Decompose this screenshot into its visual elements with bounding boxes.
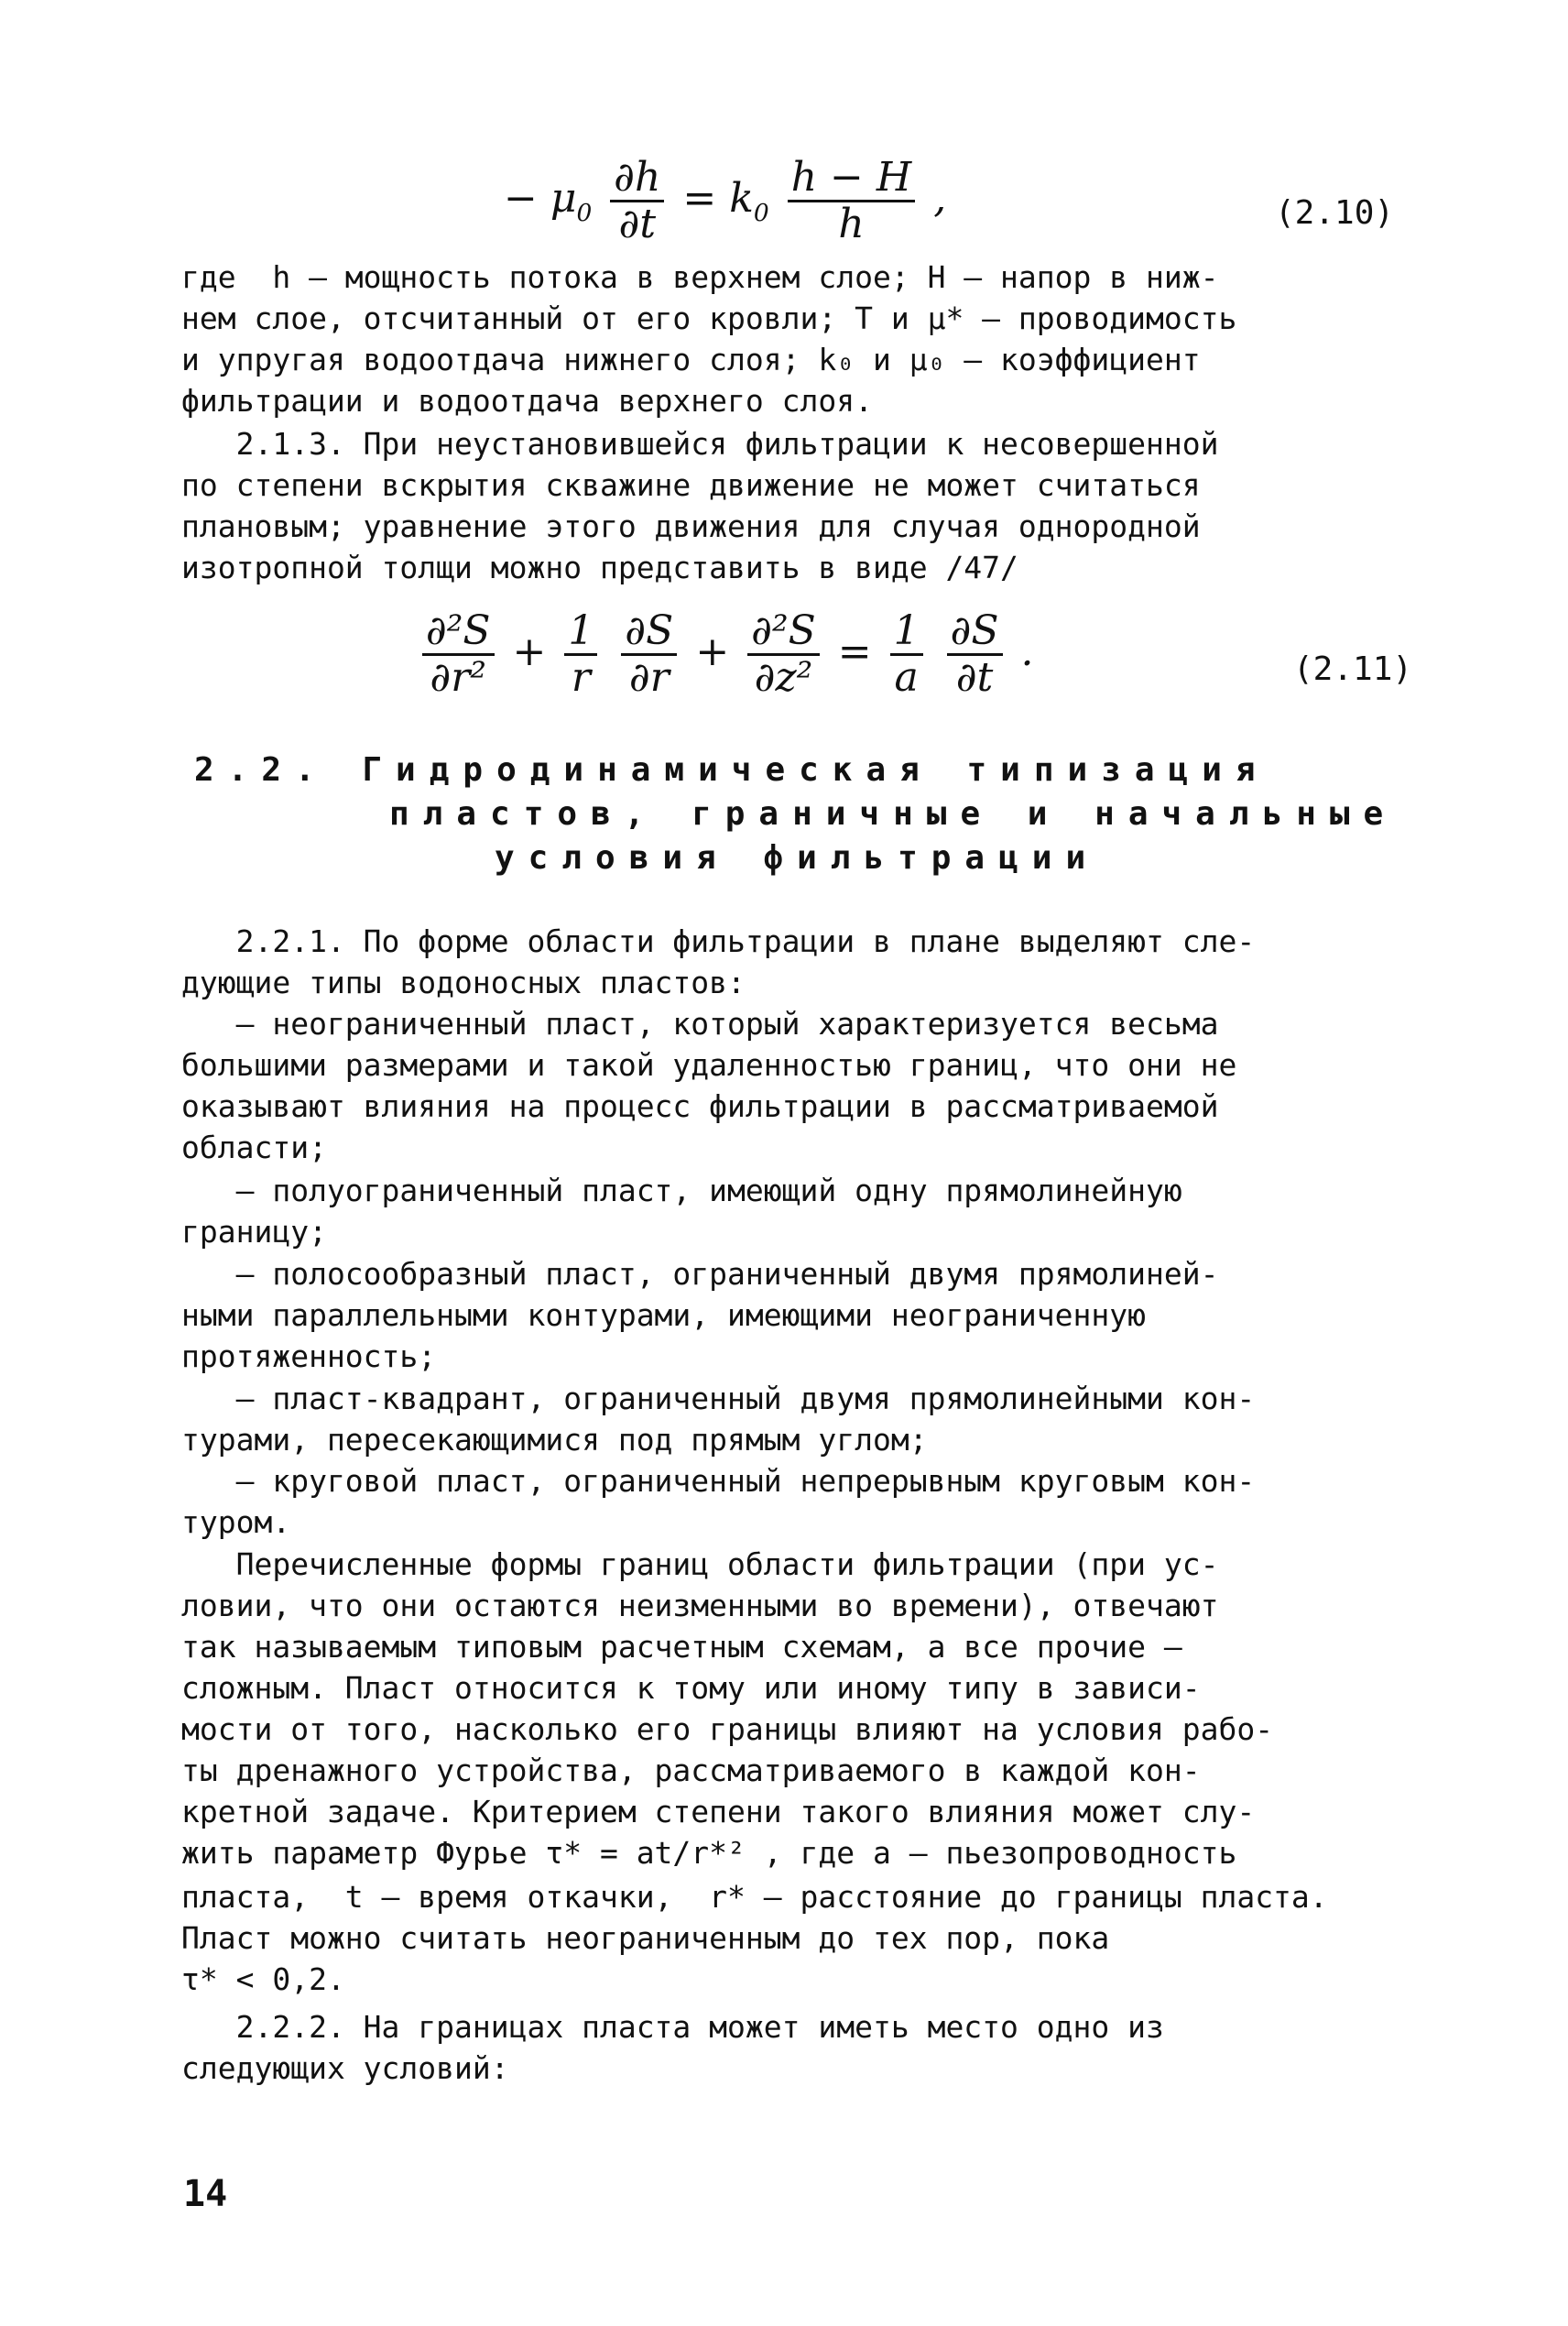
- para-221-line-6: области;: [181, 1130, 327, 1165]
- para-221-line-19: сложным. Пласт относится к тому или иному типу в зависи-: [181, 1670, 1201, 1706]
- para-where-line-2: нем слое, отсчитанный от его кровли; T и μ* – проводимость: [181, 300, 1237, 336]
- eq-sign: −: [504, 175, 538, 222]
- para-213-line-2: по степени вскрытия скважине движение не может считаться: [181, 467, 1201, 503]
- para-221-line-8: границу;: [181, 1214, 327, 1250]
- eq211-plus-2: +: [695, 628, 730, 675]
- para-221-line-13: турами, пересекающимися под прямым углом;: [181, 1422, 928, 1458]
- eq211-term1: $\frac{\text{∂²S}}{\text{∂r²}}$: [422, 609, 495, 700]
- eq-k: k: [729, 175, 754, 222]
- para-221-line-21: ты дренажного устройства, рассматриваемого в каждой кон-: [181, 1753, 1201, 1788]
- eq-k-sub: 0: [753, 198, 769, 227]
- para-where-line-1: где h – мощность потока в верхнем слое; H – напор в ниж-: [181, 259, 1219, 295]
- para-221-line-22: кретной задаче. Критерием степени такого влияния может слу-: [181, 1794, 1256, 1829]
- equation-2-10: [504, 156, 946, 246]
- eq211-plus-1: +: [512, 628, 547, 675]
- page-number: 14: [183, 2173, 228, 2215]
- para-221-line-3: – неограниченный пласт, который характеризуется весьма: [181, 1006, 1219, 1042]
- para-222-line-1: 2.2.2. На границах пласта может иметь место одно из: [181, 2009, 1164, 2045]
- eq-equals: =: [682, 175, 717, 222]
- eq-mu-sub: 0: [576, 198, 593, 227]
- eq-fraction-h-H: $\frac{h - H}{h}$: [788, 156, 916, 246]
- para-221-line-7: – полуограниченный пласт, имеющий одну прямолинейную: [181, 1173, 1182, 1208]
- para-221-line-15: туром.: [181, 1504, 291, 1540]
- eq211-term4: $\frac{\text{∂²S}}{\text{∂z²}}$: [747, 609, 820, 700]
- section-heading-line-2: пластов, граничные и начальные: [389, 795, 1398, 833]
- para-221-line-11: протяженность;: [181, 1338, 437, 1374]
- para-221-line-9: – полосообразный пласт, ограниченный двумя прямолиней-: [181, 1256, 1219, 1292]
- para-221-line-2: дующие типы водоносных пластов:: [181, 965, 746, 1000]
- equation-2-11: [417, 609, 1034, 700]
- section-heading-line-3: условия фильтрации: [495, 839, 1100, 877]
- para-221-line-20: мости от того, насколько его границы влияют на условия рабо-: [181, 1711, 1274, 1747]
- para-221-line-1: 2.2.1. По форме области фильтрации в плане выделяют сле-: [181, 923, 1256, 959]
- eq-comma: ,: [933, 175, 947, 222]
- eq-fraction-dh-dt: $\frac{\partial h}{\partial t}$: [610, 156, 664, 246]
- para-221-line-4: большими размерами и такой удаленностью границ, что они не: [181, 1047, 1237, 1083]
- eq211-term2: $\frac{1}{r}$: [564, 609, 597, 700]
- para-where-line-4: фильтрации и водоотдача верхнего слоя.: [181, 383, 873, 419]
- para-221-line-5: оказывают влияния на процесс фильтрации в рассматриваемой: [181, 1088, 1219, 1124]
- para-221-line-12: – пласт-квадрант, ограниченный двумя прямолинейными кон-: [181, 1381, 1256, 1416]
- para-221-line-26: τ* < 0,2.: [181, 1961, 345, 1997]
- para-221-line-23: жить параметр Фурье τ* = at/r*² , где a – пьезопроводность: [181, 1835, 1237, 1871]
- para-213-line-4: изотропной толщи можно представить в виде /47/: [181, 550, 1018, 585]
- equation-number-2-11: (2.11): [1293, 650, 1413, 688]
- para-221-line-17: ловии, что они остаются неизменными во времени), отвечают: [181, 1588, 1219, 1623]
- para-221-line-24: пласта, t – время откачки, r* – расстояние до границы пласта.: [181, 1879, 1328, 1915]
- eq211-dot: .: [1020, 628, 1034, 675]
- eq211-term6: $\frac{\partial S}{\partial t}$: [947, 609, 1003, 700]
- eq211-equals: =: [837, 628, 872, 675]
- para-221-line-18: так называемым типовым расчетным схемам, а все прочие –: [181, 1629, 1182, 1665]
- para-221-line-25: Пласт можно считать неограниченным до тех пор, пока: [181, 1920, 1110, 1956]
- section-heading-line-1: 2.2. Гидродинамическая типизация: [194, 751, 1269, 789]
- para-221-line-14: – круговой пласт, ограниченный непрерывным круговым кон-: [181, 1463, 1256, 1499]
- para-222-line-2: следующих условий:: [181, 2050, 509, 2086]
- eq211-term5: $\frac{1}{a}$: [890, 609, 923, 700]
- para-213-line-1: 2.1.3. При неустановившейся фильтрации к несовершенной: [181, 426, 1219, 462]
- para-213-line-3: плановым; уравнение этого движения для случая однородной: [181, 508, 1201, 544]
- para-where-line-3: и упругая водоотдача нижнего слоя; k₀ и μ₀ – коэффициент: [181, 342, 1201, 377]
- para-221-line-10: ными параллельными контурами, имеющими неограниченную: [181, 1297, 1146, 1333]
- eq211-term3: $\frac{\partial S}{\partial r}$: [621, 609, 677, 700]
- para-221-line-16: Перечисленные формы границ области фильтрации (при ус-: [181, 1546, 1219, 1582]
- equation-number-2-10: (2.10): [1275, 194, 1395, 232]
- eq-mu: μ: [550, 175, 577, 222]
